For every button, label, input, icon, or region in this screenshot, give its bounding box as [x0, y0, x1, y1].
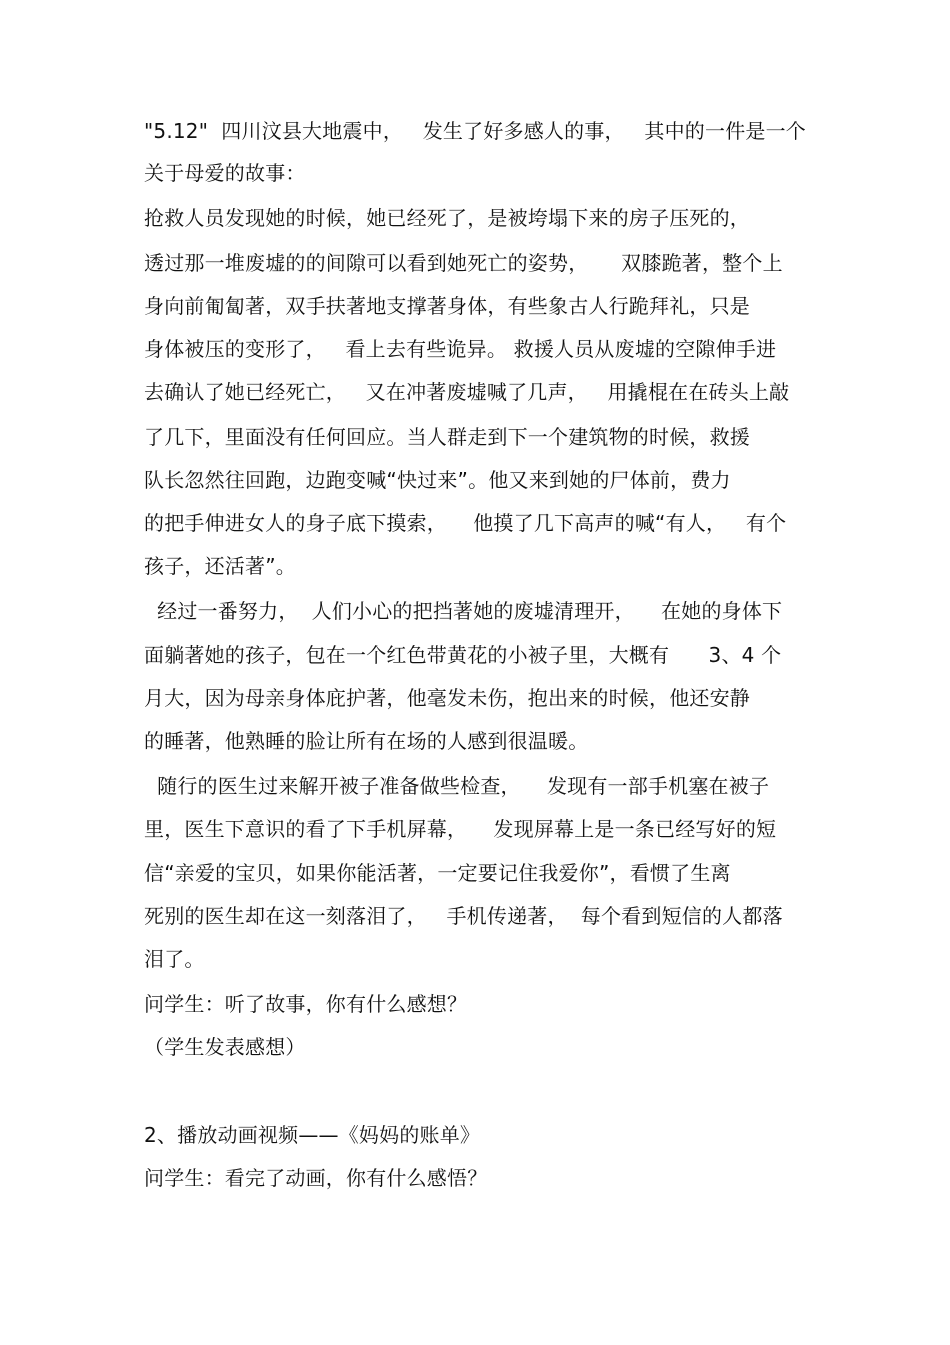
question-line: 问学生：听了故事，你有什么感想？: [144, 992, 468, 1016]
story-paragraph-line: 经过一番努力， 人们小心的把挡著她的废墟清理开， 在她的身体下: [144, 599, 783, 623]
story-paragraph-line: 透过那一堆废墟的的间隙可以看到她死亡的姿势， 双膝跪著，整个上: [144, 251, 783, 275]
story-paragraph-line: 随行的医生过来解开被子准备做些检查， 发现有一部手机塞在被子: [144, 774, 770, 798]
section-heading: 2、播放动画视频——《妈妈的账单》: [144, 1123, 481, 1147]
question-line: 问学生：看完了动画，你有什么感悟？: [144, 1166, 488, 1190]
story-paragraph-line: 月大，因为母亲身体庇护著，他毫发未伤，抱出来的时候，他还安静: [144, 686, 750, 710]
story-intro-line-2: 关于母爱的故事：: [144, 161, 306, 185]
story-paragraph-line: 抢救人员发现她的时候，她已经死了，是被垮塌下来的房子压死的，: [144, 206, 750, 230]
story-paragraph-line: 孩子，还活著”。: [144, 554, 296, 578]
story-paragraph-line: 泪了。: [144, 947, 205, 971]
story-paragraph-line: 面躺著她的孩子，包在一个红色带黄花的小被子里，大概有 3、4 个: [144, 643, 782, 667]
story-paragraph-line: 身向前匍匐著，双手扶著地支撑著身体，有些象古人行跪拜礼，只是: [144, 294, 750, 318]
story-paragraph-line: 了几下，里面没有任何回应。当人群走到下一个建筑物的时候，救援: [144, 425, 750, 449]
student-response-line: （学生发表感想）: [144, 1035, 306, 1059]
story-paragraph-line: 信“亲爱的宝贝，如果你能活著，一定要记住我爱你”，看惯了生离: [144, 861, 731, 885]
story-paragraph-line: 的睡著，他熟睡的脸让所有在场的人感到很温暖。: [144, 729, 589, 753]
story-paragraph-line: 的把手伸进女人的身子底下摸索， 他摸了几下高声的喊“有人， 有个: [144, 511, 787, 535]
story-paragraph-line: 身体被压的变形了， 看上去有些诡异。 救援人员从废墟的空隙伸手进: [144, 337, 777, 361]
story-paragraph-line: 队长忽然往回跑，边跑变喊“快过来”。他又来到她的尸体前，费力: [144, 468, 731, 492]
story-intro-line-1: "5.12" 四川汶县大地震中， 发生了好多感人的事， 其中的一件是一个: [144, 119, 806, 143]
story-paragraph-line: 死别的医生却在这一刻落泪了， 手机传递著， 每个看到短信的人都落: [144, 904, 783, 928]
story-paragraph-line: 去确认了她已经死亡， 又在冲著废墟喊了几声， 用撬棍在在砖头上敲: [144, 380, 790, 404]
story-paragraph-line: 里，医生下意识的看了下手机屏幕， 发现屏幕上是一条已经写好的短: [144, 817, 777, 841]
